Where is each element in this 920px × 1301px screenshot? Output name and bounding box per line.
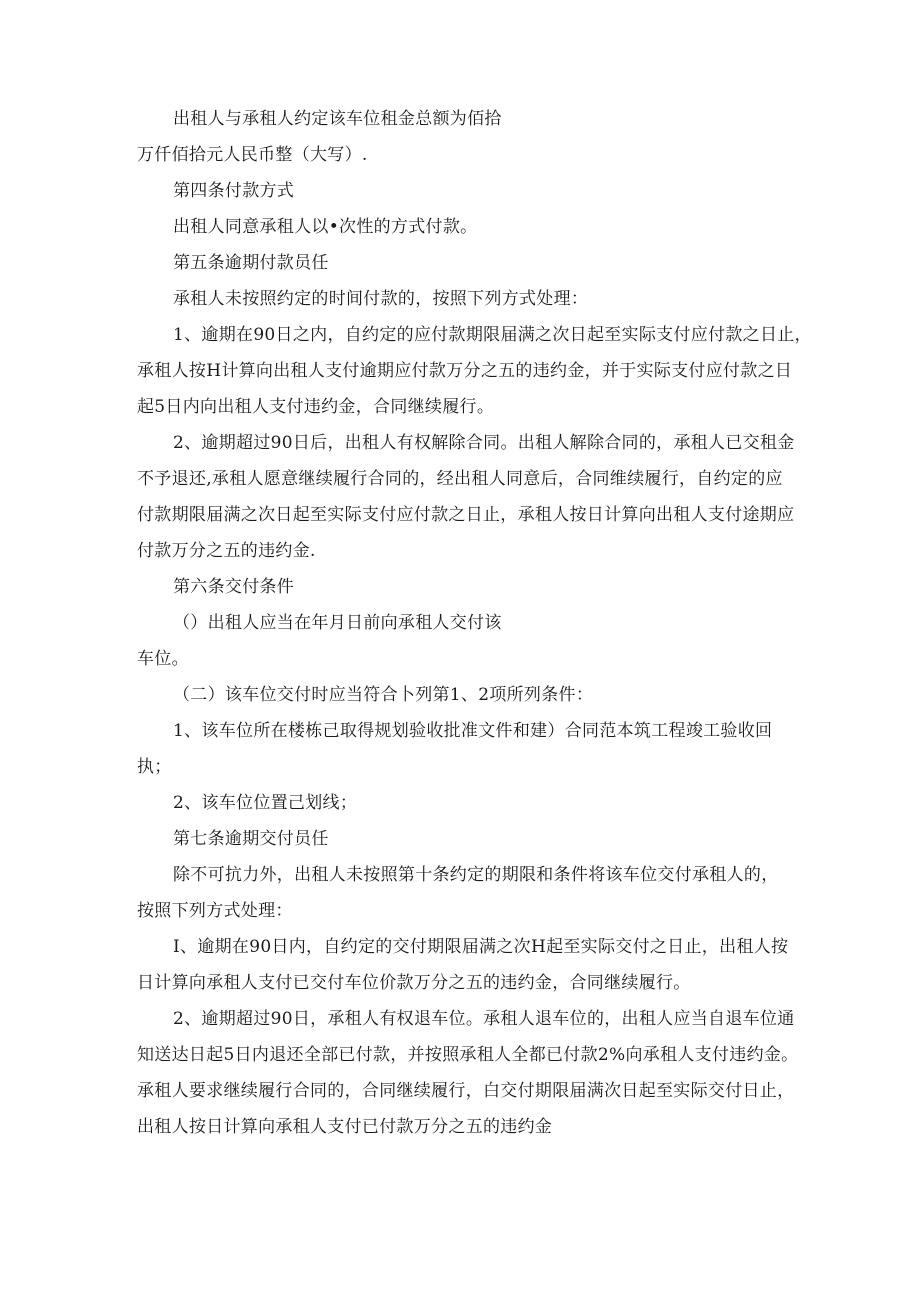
- text-line: 按照下列方式处理：: [137, 901, 293, 921]
- text-line: 不予退还,承租人愿意继续履行合同的，经出租人同意后，合同维续履行，自约定的应: [137, 469, 783, 489]
- text-line: 日计算向承租人支付已交付车位价款万分之五的违约金，合同继续履行。: [137, 973, 691, 993]
- text-line: 万仟佰拾元人民币整（大写）.: [137, 145, 368, 165]
- text-line: 1、该车位所在楼栋己取得规划验收批准文件和建）合同范本筑工程竣工验收回: [173, 721, 773, 741]
- text-line: 承租人要求继续履行合同的，合同继续履行，白交付期限届满次日起至实际交付日止，: [137, 1081, 795, 1101]
- text-line: 执；: [137, 757, 172, 777]
- text-line: 起5日内向出租人支付违约金，合同继续履行。: [137, 397, 495, 417]
- text-line: 除不可抗力外，出租人未按照第十条约定的期限和条件将该车位交付承租人的，: [173, 865, 779, 885]
- text-line: 付款期限届满之次日起至实际支付应付款之日止，承租人按日计算向出租人支付途期应: [137, 505, 795, 525]
- section-heading: 第四条付款方式: [173, 181, 295, 201]
- text-line: 付款万分之五的违约金.: [137, 541, 316, 561]
- text-line: 承租人未按照约定的时间付款的，按照下列方式处理：: [173, 289, 589, 309]
- section-heading: 第六条交付条件: [173, 577, 295, 597]
- text-line: 2、该车位位置己划线；: [173, 793, 358, 813]
- section-heading: 第五条逾期付款员任: [173, 253, 329, 273]
- text-line: 出租人按日计算向承租人支付已付款万分之五的违约金: [137, 1117, 553, 1137]
- text-line: 车位。: [137, 649, 189, 669]
- text-line: 出租人与承租人约定该车位租金总额为佰拾: [173, 109, 502, 129]
- text-line: 承租人按H计算向出租人支付逾期应付款万分之五的违约金，并于实际支付应付款之日: [137, 361, 793, 381]
- text-line: 2、逾期超过90日，承租人有权退车位。承租人退车位的，出租人应当自退车位通: [173, 1009, 795, 1029]
- text-line: 2、逾期超过90日后，出租人有权解除合同。出租人解除合同的，承租人已交租金: [173, 433, 795, 453]
- text-line: （）出租人应当在年月日前向承租人交付该: [173, 613, 502, 633]
- text-line: 1、逾期在90日之内，自约定的应付款期限届满之次日起至实际支付应付款之日止，: [173, 325, 812, 345]
- section-heading: 第七条逾期交付员任: [173, 829, 329, 849]
- text-line: 知送达日起5日内退还全部已付款，并按照承租人全都已付款2%向承租人支付违约金。: [137, 1045, 799, 1065]
- text-line: （二）该车位交付时应当符合卜列第1、2项所列条件：: [173, 685, 594, 705]
- text-line: I、逾期在90日内，自约定的交付期限届满之次H起至实际交付之日止，出租人按: [173, 937, 789, 957]
- text-line: 出租人同意承租人以•次性的方式付款。: [173, 217, 478, 237]
